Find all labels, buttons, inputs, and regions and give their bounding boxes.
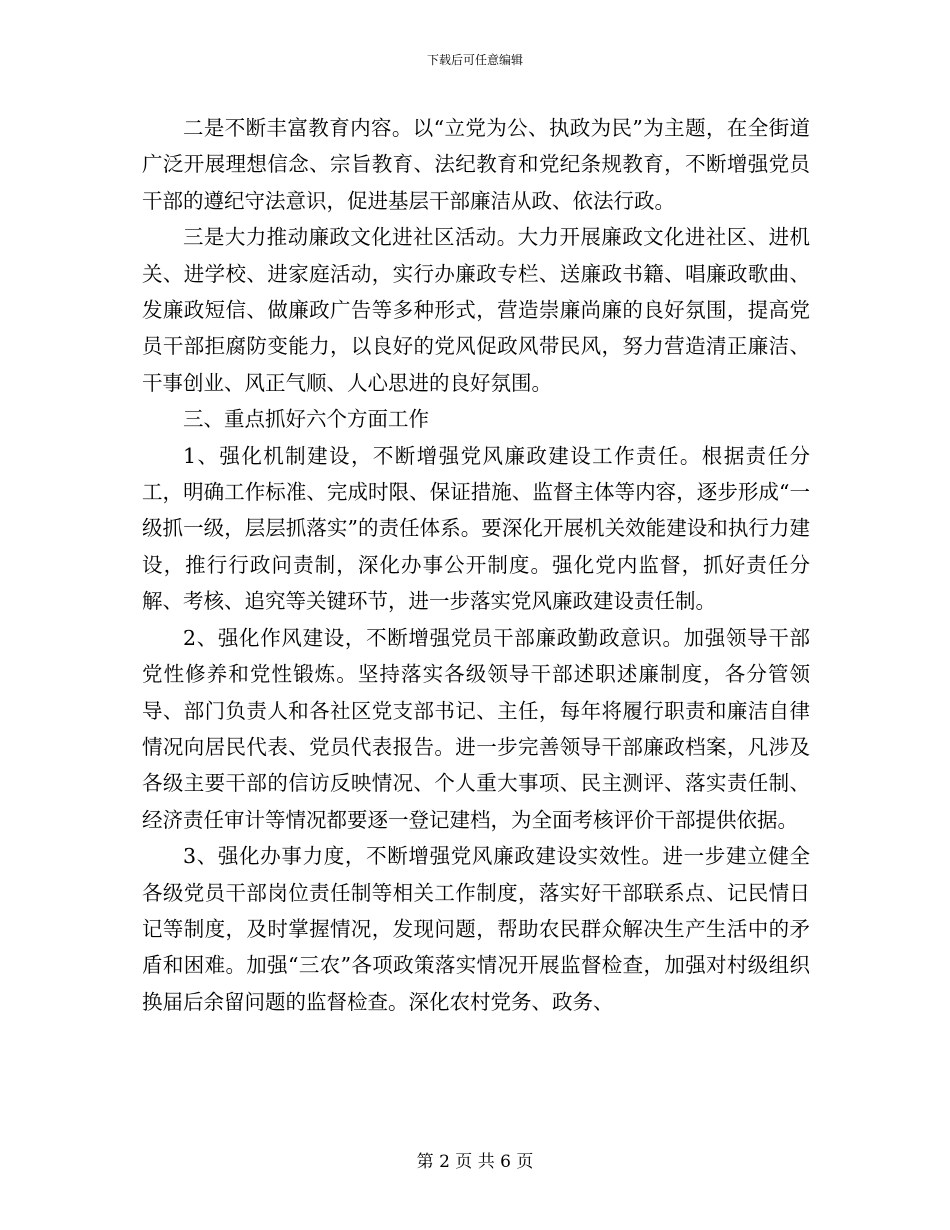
paragraph-education-content: 二是不断丰富教育内容。以“立党为公、执政为民”为主题，在全街道广泛开展理想信念、宗旨教育、法纪教育和党纪条规教育，不断增强党员干部的遵纪守法意识，促进基层干部廉洁从政、依法行政。: [142, 116, 810, 213]
paragraph-mechanism-building: 1、强化机制建设，不断增强党风廉政建设工作责任。根据责任分工，明确工作标准、完成时限、保证措施、监督主体等内容，逐步形成“一级抓一级，层层抓落实”的责任体系。要深化开展机关效能建设和执行力建设，推行行政问责制，深化办事公开制度。强化党内监督，抓好责任分解、考核、追究等关键环节，进一步落实党风廉政建设责任制。: [142, 443, 810, 614]
document-body: [142, 110, 810, 1020]
paragraph-work-effectiveness: 3、强化办事力度，不断增强党风廉政建设实效性。进一步建立健全各级党员干部岗位责任制等相关工作制度，落实好干部联系点、记民情日记等制度，及时掌握情况，发现问题，帮助农民群众解决生产生活中的矛盾和困难。加强“三农”各项政策落实情况开展监督检查，加强对村级组织换届后余留问题的监督检查。深化农村党务、政务、: [142, 844, 810, 1014]
page-header-note: 下载后可任意编辑: [426, 53, 523, 67]
paragraph-integrity-culture: 三是大力推动廉政文化进社区活动。大力开展廉政文化进社区、进机关、进学校、进家庭活动，实行办廉政专栏、送廉政书籍、唱廉政歌曲、发廉政短信、做廉政广告等多种形式，营造崇廉尚廉的良好氛围，提高党员干部拒腐防变能力，以良好的党风促政风带民风，努力营造清正廉洁、干事创业、风正气顺、人心思进的良好氛围。: [142, 225, 810, 395]
paragraph-style-building: 2、强化作风建设，不断增强党员干部廉政勤政意识。加强领导干部党性修养和党性锻炼。坚持落实各级领导干部述职述廉制度，各分管领导、部门负责人和各社区党支部书记、主任，每年将履行职责和廉洁自律情况向居民代表、党员代表报告。进一步完善领导干部廉政档案，凡涉及各级主要干部的信访反映情况、个人重大事项、民主测评、落实责任制、经济责任审计等情况都要逐一登记建档，为全面考核评价干部提供依据。: [142, 625, 810, 832]
page-number-footer: 第 2 页 共 6 页: [416, 1152, 534, 1172]
section-heading-six-areas: 三、重点抓好六个方面工作: [183, 407, 429, 432]
